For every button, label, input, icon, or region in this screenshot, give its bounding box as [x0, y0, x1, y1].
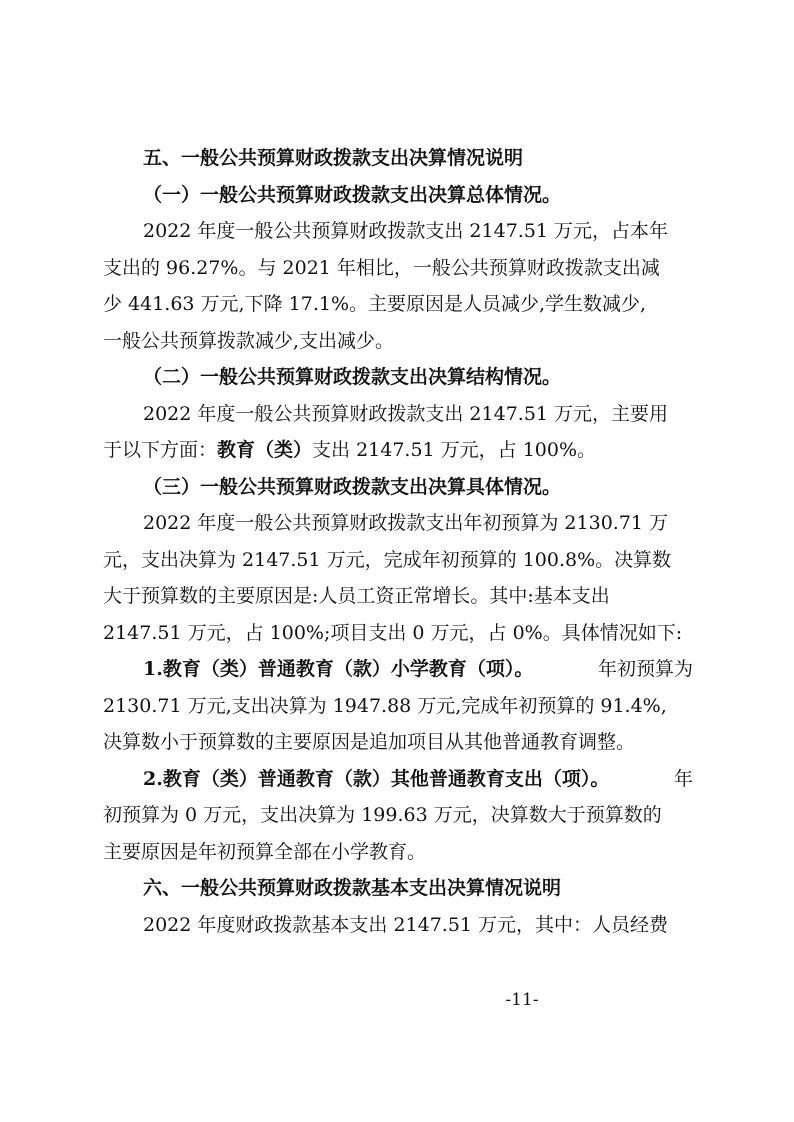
- item-2-first-line: [103, 761, 693, 798]
- page-number: -11-: [505, 990, 539, 1010]
- item-2-title: 2.教育（类）普通教育（款）其他普通教育支出（项）。: [143, 767, 610, 790]
- paragraph-line: 决算数小于预算数的主要原因是追加项目从其他普通教育调整。: [103, 731, 636, 753]
- item-1-title: 1.教育（类）普通教育（款）小学教育（项）。: [143, 658, 534, 680]
- paragraph-line: 支出的 96.27%。与 2021 年相比，一般公共预算财政拨款支出减: [103, 256, 660, 279]
- paragraph-line: 一般公共预算拨款减少,支出减少。: [103, 329, 395, 352]
- paragraph-line: 2130.71 万元,支出决算为 1947.88 万元,完成年初预算的 91.4%,: [103, 694, 667, 717]
- paragraph-line: 初预算为 0 万元，支出决算为 199.63 万元，决算数大于预算数的: [103, 804, 662, 826]
- paragraph-line: [103, 432, 693, 469]
- paragraph-line: 2022 年度一般公共预算财政拨款支出 2147.51 万元，主要用: [143, 402, 669, 425]
- item-1-first-line: [103, 651, 693, 688]
- paragraph-line: 主要原因是年初预算全部在小学教育。: [103, 840, 427, 863]
- paragraph-line: 2022 年度一般公共预算财政拨款支出 2147.51 万元，占本年: [143, 220, 669, 242]
- document-page: [103, 140, 693, 943]
- subsection-2-title: （二）一般公共预算财政拨款支出决算结构情况。: [143, 366, 562, 388]
- paragraph-line: 2022 年度一般公共预算财政拨款支出年初预算为 2130.71 万: [143, 512, 669, 534]
- subsection-1-title: （一）一般公共预算财政拨款支出决算总体情况。: [143, 183, 562, 206]
- line-text: 支出 2147.51 万元，占 100%。: [312, 439, 597, 461]
- section-5-heading: 五、一般公共预算财政拨款支出决算情况说明: [143, 147, 524, 169]
- line-text: 年初预算为: [597, 658, 693, 680]
- section-6-heading: 六、一般公共预算财政拨款基本支出决算情况说明: [143, 877, 562, 899]
- paragraph-line: 元，支出决算为 2147.51 万元，完成年初预算的 100.8%。决算数: [103, 548, 672, 571]
- paragraph-line: 少 441.63 万元,下降 17.1%。主要原因是人员减少,学生数减少,: [103, 293, 647, 315]
- subsection-3-title: （三）一般公共预算财政拨款支出决算具体情况。: [143, 475, 562, 498]
- paragraph-line: 2147.51 万元，占 100%;项目支出 0 万元，占 0%。具体情况如下:: [103, 621, 683, 644]
- paragraph-line: 2022 年度财政拨款基本支出 2147.51 万元，其中：人员经费: [143, 913, 669, 936]
- line-text: 年: [673, 767, 693, 790]
- bold-category: 教育（类）: [217, 439, 313, 461]
- line-text: 于以下方面：: [103, 439, 218, 461]
- paragraph-line: 大于预算数的主要原因是:人员工资正常增长。其中:基本支出: [103, 585, 610, 607]
